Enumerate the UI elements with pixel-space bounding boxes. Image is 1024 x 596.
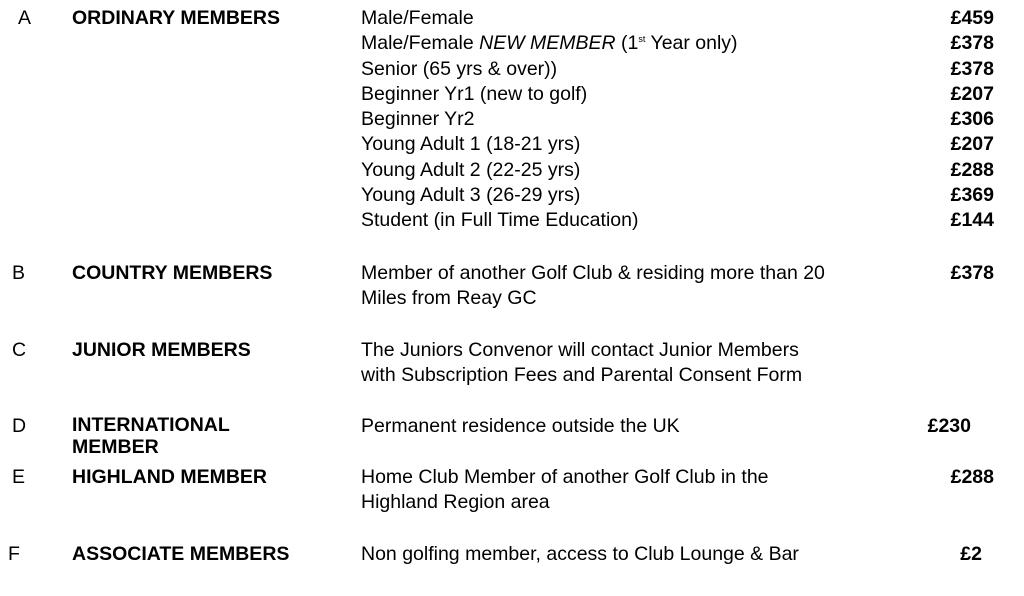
- section-a-row-7-price: £288: [950, 158, 994, 181]
- section-a-row-9-price: £144: [950, 209, 994, 232]
- section-d-category-line-2: MEMBER: [72, 436, 159, 458]
- section-a-row-3-price: £378: [950, 57, 994, 80]
- section-d-price: £230: [927, 415, 971, 437]
- section-a-row-8-desc: Young Adult 3 (26-29 yrs): [361, 184, 581, 207]
- section-e-description: [361, 465, 769, 516]
- section-f-category: ASSOCIATE MEMBERS: [72, 543, 290, 565]
- section-c-category: JUNIOR MEMBERS: [72, 339, 251, 361]
- section-a-row-3-desc: Senior (65 yrs & over)): [361, 57, 558, 80]
- section-a-row-4-price: £207: [950, 82, 994, 105]
- section-a-row-5-price: £306: [950, 108, 994, 131]
- section-b-description: [361, 261, 825, 312]
- section-a-row-1-price: £459: [950, 7, 994, 29]
- section-a-row-5-desc: Beginner Yr2: [361, 108, 475, 131]
- section-a-descriptions: [361, 6, 738, 234]
- section-f-description: Non golfing member, access to Club Lounge & Bar: [361, 543, 799, 565]
- section-a-row-4-desc: Beginner Yr1 (new to golf): [361, 82, 588, 105]
- section-a-row-1-desc: Male/Female: [361, 7, 474, 29]
- section-f-letter: F: [8, 543, 20, 565]
- section-d-letter: D: [12, 415, 27, 437]
- section-b-letter: B: [12, 262, 26, 284]
- section-a-row-6-price: £207: [950, 133, 994, 156]
- section-d-category-line-1: INTERNATIONAL: [72, 414, 230, 436]
- section-a-letter: A: [18, 7, 32, 29]
- section-c-desc-line-2: with Subscription Fees and Parental Consent Form: [361, 364, 803, 387]
- section-b-price: £378: [950, 262, 994, 284]
- section-e-price: £288: [950, 466, 994, 488]
- section-a-category: ORDINARY MEMBERS: [72, 7, 281, 29]
- section-d-description: Permanent residence outside the UK: [361, 415, 680, 437]
- section-a-row-8-price: £369: [950, 184, 994, 207]
- section-f-price: £2: [960, 543, 982, 565]
- section-c-desc-line-1: The Juniors Convenor will contact Junior Members: [361, 339, 799, 361]
- section-c-description: [361, 338, 802, 389]
- section-a-row-6-desc: Young Adult 1 (18-21 yrs): [361, 133, 581, 156]
- section-a-row-2-desc: Male/Female NEW MEMBER (1st Year only): [361, 32, 738, 55]
- section-a-row-9-desc: Student (in Full Time Education): [361, 209, 639, 232]
- section-a-prices: [894, 6, 994, 234]
- section-e-desc-line-1: Home Club Member of another Golf Club in the: [361, 466, 769, 488]
- section-e-desc-line-2: Highland Region area: [361, 491, 550, 514]
- section-b-desc-line-1: Member of another Golf Club & residing more than 20: [361, 262, 825, 284]
- section-a-row-7-desc: Young Adult 2 (22-25 yrs): [361, 158, 581, 181]
- section-e-category: HIGHLAND MEMBER: [72, 466, 267, 488]
- section-a-row-2-price: £378: [950, 32, 994, 55]
- section-b-desc-line-2: Miles from Reay GC: [361, 287, 537, 310]
- section-e-letter: E: [12, 466, 26, 488]
- section-d-category: [72, 414, 230, 458]
- section-c-letter: C: [12, 339, 27, 361]
- section-b-category: COUNTRY MEMBERS: [72, 262, 273, 284]
